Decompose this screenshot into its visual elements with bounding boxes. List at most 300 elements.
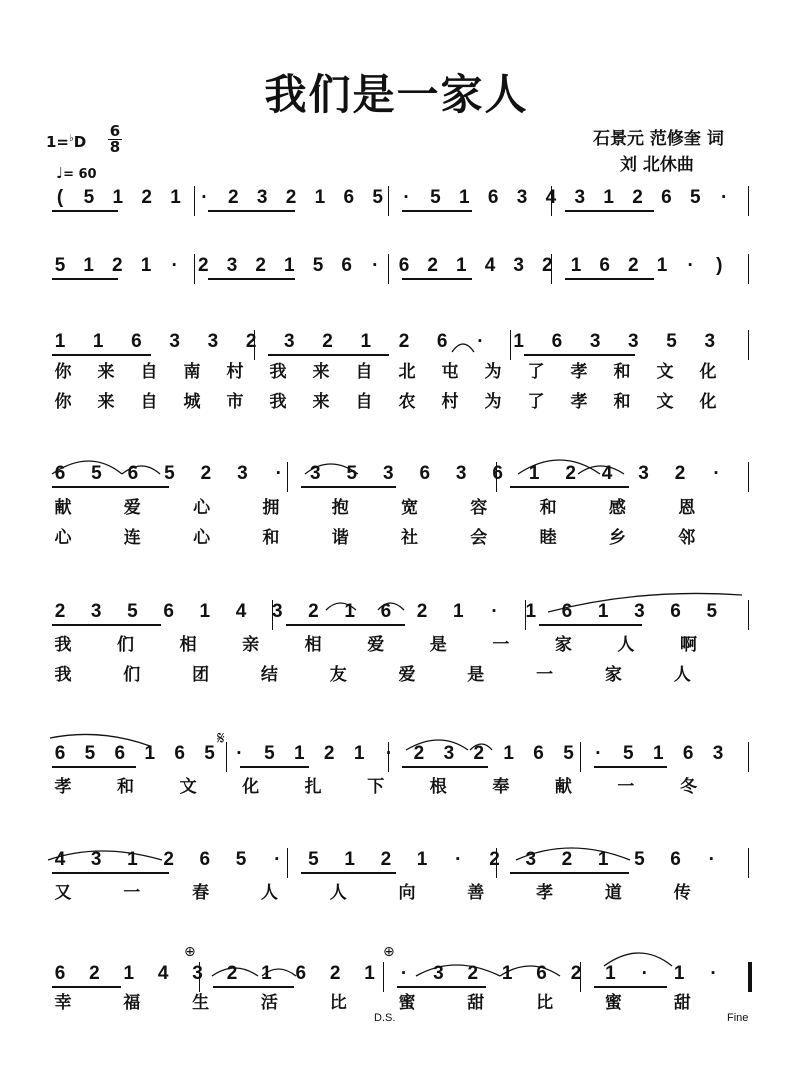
lyric-char: 为 (484, 362, 502, 382)
lyric-char: 一 (123, 883, 141, 903)
note: 2 (427, 255, 438, 276)
note: 3 (237, 463, 248, 484)
note: 3 (284, 331, 295, 352)
lyric-char: 结 (260, 665, 278, 685)
lyric-char: 甜 (467, 993, 485, 1013)
note: 1 (314, 187, 326, 208)
note: 5 (204, 743, 215, 764)
note: · (274, 849, 281, 870)
slur (122, 466, 160, 474)
lyric-char: 心 (193, 498, 211, 518)
lyric-char: 社 (401, 528, 418, 548)
note: 6 (127, 463, 139, 484)
note: 2 (570, 963, 582, 984)
note: 2 (54, 601, 66, 622)
note: 6 (54, 963, 66, 984)
note: 1 (83, 255, 94, 276)
lyric-char: 自 (140, 392, 158, 412)
note: 2 (542, 255, 553, 276)
note: 4 (545, 187, 557, 208)
note: 2 (198, 255, 209, 276)
lyric-char: 家 (604, 665, 622, 685)
note: 3 (310, 463, 321, 484)
note: · (708, 849, 715, 870)
note: 2 (163, 849, 174, 870)
lyric-char: 福 (123, 993, 141, 1013)
note: 5 (706, 601, 718, 622)
lyric-char: 和 (613, 392, 631, 412)
fine-marking: Fine (727, 1012, 749, 1024)
lyric-char: 孝 (54, 777, 72, 797)
note: 6 (398, 255, 410, 276)
note: 6 (682, 743, 694, 764)
lyric-char: 友 (329, 665, 347, 685)
note: 2 (632, 187, 643, 208)
lyric-char: 连 (123, 528, 141, 548)
note: 2 (227, 187, 239, 208)
lyric-char: 我 (269, 392, 287, 412)
note: 6 (419, 463, 431, 484)
note: 1 (605, 963, 616, 984)
note: 2 (200, 463, 212, 484)
lyric-char: 了 (527, 362, 545, 382)
note: 5 (634, 849, 645, 870)
slur (604, 953, 672, 966)
lyric-char: 南 (183, 362, 201, 382)
note: 6 (670, 849, 681, 870)
note: 1 (199, 601, 211, 622)
lyric-char: 扎 (304, 777, 322, 797)
note: 6 (436, 331, 448, 352)
slur (578, 466, 624, 474)
lyric-char: 化 (699, 392, 717, 412)
note: 6 (551, 331, 563, 352)
note: 3 (192, 963, 203, 984)
lyric-char: 亲 (242, 635, 260, 655)
note: 4 (157, 963, 169, 984)
lyric-char: 春 (192, 883, 210, 903)
note: 2 (323, 743, 335, 764)
note: 2 (226, 963, 238, 984)
note: 1 (597, 601, 609, 622)
note: · (720, 187, 728, 208)
note: 1 (656, 255, 668, 276)
note: 1 (92, 331, 104, 352)
note: 2 (380, 849, 392, 870)
note: 1 (127, 849, 138, 870)
note: 2 (565, 463, 576, 484)
note: 6 (661, 187, 672, 208)
song-title: 我们是一家人 (264, 70, 529, 119)
note: 4 (54, 849, 66, 870)
lyric-char: 睦 (539, 528, 557, 548)
note: 1 (344, 849, 355, 870)
note: · (171, 255, 178, 276)
note: 2 (89, 963, 100, 984)
lyric-char: 文 (656, 392, 674, 412)
note: 6 (54, 463, 66, 484)
note: 2 (413, 743, 425, 764)
note: 1 (597, 849, 609, 870)
lyric-char: 甜 (673, 993, 691, 1013)
note: 6 (295, 963, 307, 984)
note: 5 (623, 743, 634, 764)
lyric-char: 一 (617, 777, 635, 797)
lyric-char: 文 (179, 777, 197, 797)
flat-sign: ♭ (69, 133, 74, 144)
lyric-char: 感 (608, 498, 626, 518)
slur (406, 740, 468, 750)
lyric-char: 们 (117, 635, 135, 655)
lyric-char: 来 (97, 392, 115, 412)
note: 1 (501, 963, 513, 984)
lyric-char: 奉 (492, 777, 510, 797)
lyric-char: 北 (398, 362, 416, 382)
note: 2 (398, 331, 410, 352)
slur (326, 603, 356, 610)
note: 3 (169, 331, 180, 352)
lyric-char: 市 (226, 392, 244, 412)
lyric-char: 乡 (608, 528, 626, 548)
note: 2 (255, 255, 266, 276)
note: · (275, 463, 282, 484)
lyric-char: 来 (312, 392, 330, 412)
lyric-char: 了 (527, 392, 545, 412)
lyric-char: 农 (398, 392, 416, 412)
note: 3 (574, 187, 586, 208)
lyric-char: 村 (441, 392, 459, 412)
lyric-char: 为 (484, 392, 502, 412)
note: 6 (599, 255, 610, 276)
lyricist-credit: 石景元 范修奎 词 (593, 129, 724, 149)
note: 6 (54, 743, 66, 764)
slur (416, 965, 500, 976)
quarter-note-icon: ♩ (56, 164, 64, 182)
lyric-char: 和 (613, 362, 631, 382)
note: 1 (513, 331, 524, 352)
note: 3 (256, 187, 268, 208)
note: 1 (170, 187, 181, 208)
note: 6 (380, 601, 392, 622)
lyric-char: 献 (54, 498, 72, 518)
lyric-char: 冬 (679, 777, 697, 797)
note: 5 (308, 849, 319, 870)
lyric-char: 是 (429, 635, 447, 655)
slur (305, 464, 358, 474)
segno-icon: 𝄋 (217, 728, 225, 749)
slur (548, 593, 742, 612)
note: · (201, 187, 208, 208)
note: 3 (712, 743, 724, 764)
note: 6 (131, 331, 142, 352)
note: · (400, 963, 408, 984)
lyric-char: 心 (193, 528, 211, 548)
note: 1 (673, 963, 685, 984)
note: ( (56, 187, 64, 208)
note: 2 (561, 849, 573, 870)
key-note: D (73, 133, 87, 151)
slur (48, 851, 162, 860)
note: · (595, 743, 602, 764)
note: 1 (652, 743, 664, 764)
lyric-char: 我 (269, 362, 287, 382)
lyric-char: 人 (329, 883, 347, 903)
lyric-char: 一 (492, 635, 510, 655)
note: 3 (589, 331, 601, 352)
lyric-char: 自 (355, 392, 373, 412)
slur (52, 461, 122, 474)
note: 5 (430, 187, 441, 208)
note: 6 (533, 743, 544, 764)
composer-credit: 刘 北休曲 (620, 155, 694, 175)
note: · (491, 601, 498, 622)
lyric-char: 城 (183, 392, 201, 412)
lyric-char: 会 (470, 528, 488, 548)
lyric-char: 人 (260, 883, 278, 903)
note: 5 (372, 187, 383, 208)
note: 2 (467, 963, 479, 984)
lyric-char: 心 (54, 528, 72, 548)
note: 3 (90, 601, 102, 622)
note: 6 (174, 743, 185, 764)
lyric-char: 自 (355, 362, 373, 382)
note: 5 (83, 187, 95, 208)
note: 2 (245, 331, 257, 352)
note: 5 (84, 743, 96, 764)
note: · (710, 963, 717, 984)
lyric-char: 蜜 (398, 993, 416, 1013)
slur (518, 460, 600, 474)
note: 6 (341, 255, 352, 276)
slur (470, 744, 492, 750)
coda-icon-2: ⊕ (383, 944, 395, 960)
note: 6 (487, 187, 499, 208)
lyric-char: 你 (54, 392, 72, 412)
note: 1 (54, 331, 66, 352)
coda-icon: ⊕ (184, 944, 196, 960)
note: · (641, 963, 648, 984)
lyric-char: 比 (536, 993, 554, 1013)
lyric-char: 爱 (123, 498, 141, 518)
lyric-char: 人 (673, 665, 691, 685)
lyric-char: 相 (304, 635, 322, 655)
time-bottom: 8 (109, 138, 121, 156)
lyric-char: 下 (367, 777, 385, 797)
lyric-char: 我 (54, 635, 72, 655)
slur (452, 344, 474, 352)
note: 2 (322, 331, 333, 352)
note: 2 (329, 963, 341, 984)
lyric-char: 相 (179, 635, 197, 655)
note: · (403, 187, 410, 208)
lyric-char: 孝 (536, 883, 554, 903)
note: · (687, 255, 694, 276)
lyric-char: 文 (656, 362, 674, 382)
lyric-char: 向 (398, 883, 416, 903)
note: 1 (140, 255, 152, 276)
note: 1 (458, 187, 470, 208)
lyric-char: 我 (54, 665, 72, 685)
lyric-char: 拥 (262, 498, 280, 518)
note: 2 (473, 743, 485, 764)
key-prefix: 1= (46, 133, 70, 151)
lyric-char: 抱 (331, 498, 349, 518)
note: · (713, 463, 720, 484)
lyric-char: 善 (467, 883, 485, 903)
lyric-char: 们 (123, 665, 141, 685)
lyric-char: 家 (554, 635, 572, 655)
note: 1 (603, 187, 614, 208)
note: 1 (144, 743, 156, 764)
note: 6 (199, 849, 211, 870)
note: 3 (271, 601, 283, 622)
lyric-char: 又 (54, 883, 72, 903)
note: · (477, 331, 484, 352)
note: 3 (433, 963, 444, 984)
note: 1 (123, 963, 135, 984)
lyric-char: 幸 (54, 993, 72, 1013)
slur (50, 734, 150, 746)
note: 5 (54, 255, 66, 276)
lyric-char: 来 (312, 362, 330, 382)
note: 1 (456, 255, 467, 276)
lyric-char: 传 (673, 883, 691, 903)
tempo-value: = 60 (63, 167, 97, 182)
note: 5 (264, 743, 275, 764)
lyric-char: 化 (242, 777, 260, 797)
note: 6 (561, 601, 573, 622)
note: 6 (670, 601, 681, 622)
note: 1 (294, 743, 305, 764)
lyric-char: 恩 (678, 498, 696, 518)
lyric-char: 生 (192, 993, 210, 1013)
note: 5 (689, 187, 701, 208)
slur (516, 848, 630, 860)
note: 3 (628, 331, 639, 352)
lyric-char: 蜜 (604, 993, 622, 1013)
lyric-char: 和 (539, 498, 557, 518)
note: · (372, 255, 379, 276)
note: 2 (674, 463, 686, 484)
note: 2 (308, 601, 319, 622)
note: 3 (513, 255, 524, 276)
note: · (385, 743, 393, 764)
lyric-char: 献 (554, 777, 572, 797)
lyric-char: 人 (617, 635, 635, 655)
note: 3 (634, 601, 645, 622)
note: 3 (704, 331, 716, 352)
note: 1 (503, 743, 514, 764)
lyric-char: 谐 (331, 528, 349, 548)
note: 1 (344, 601, 355, 622)
note: 4 (484, 255, 496, 276)
note: 4 (601, 463, 613, 484)
note: 2 (112, 255, 123, 276)
lyric-char: 比 (329, 993, 347, 1013)
lyric-char: 你 (54, 362, 72, 382)
note: 5 (127, 601, 138, 622)
note: ) (716, 255, 723, 276)
lyric-char: 化 (699, 362, 717, 382)
lyric-char: 容 (470, 498, 488, 518)
note: 1 (353, 743, 365, 764)
lyric-char: 啊 (679, 635, 697, 655)
note: 6 (163, 601, 174, 622)
note: 2 (285, 187, 297, 208)
note: 1 (284, 255, 295, 276)
lyric-char: 和 (117, 777, 135, 797)
note: 5 (164, 463, 175, 484)
lyric-char: 根 (429, 777, 447, 797)
lyric-char: 爱 (398, 665, 416, 685)
note: · (236, 743, 243, 764)
lyric-char: 自 (140, 362, 158, 382)
lyric-char: 村 (226, 362, 244, 382)
note: 5 (91, 463, 102, 484)
note: 4 (235, 601, 247, 622)
note: 6 (114, 743, 126, 764)
lyric-char: 孝 (570, 362, 588, 382)
lyric-char: 孝 (570, 392, 588, 412)
note: 3 (207, 331, 219, 352)
lyric-char: 和 (262, 528, 280, 548)
note: 1 (528, 463, 540, 484)
slur (262, 969, 296, 976)
lyric-char: 一 (536, 665, 554, 685)
lyric-char: 屯 (441, 362, 459, 382)
lyric-char: 活 (260, 993, 278, 1013)
note: 3 (455, 463, 467, 484)
note: 6 (536, 963, 547, 984)
note: 2 (628, 255, 639, 276)
lyric-char: 是 (467, 665, 485, 685)
lyric-char: 团 (192, 665, 210, 685)
note: 3 (638, 463, 649, 484)
note: 1 (261, 963, 272, 984)
note: 3 (90, 849, 102, 870)
note: 2 (141, 187, 152, 208)
note: 3 (226, 255, 238, 276)
note: · (455, 849, 462, 870)
note: 2 (489, 849, 500, 870)
note: 1 (453, 601, 464, 622)
note: 5 (235, 849, 247, 870)
note: 1 (112, 187, 124, 208)
note: 5 (346, 463, 358, 484)
note: 2 (416, 601, 428, 622)
note: 1 (570, 255, 582, 276)
slur (500, 966, 560, 976)
lyric-char: 来 (97, 362, 115, 382)
note: 6 (492, 463, 503, 484)
note: 1 (364, 963, 375, 984)
note: 5 (312, 255, 324, 276)
note: 1 (416, 849, 428, 870)
lyric-char: 邻 (678, 528, 696, 548)
ds-marking: D.S. (374, 1012, 396, 1024)
note: 1 (360, 331, 372, 352)
note: 1 (525, 601, 537, 622)
lyric-char: 宽 (401, 498, 418, 518)
slur (378, 603, 404, 610)
slur (212, 968, 258, 976)
time-top: 6 (109, 122, 121, 140)
note: 5 (666, 331, 677, 352)
note: 3 (443, 743, 455, 764)
note: 6 (343, 187, 355, 208)
note: 3 (382, 463, 394, 484)
note: 5 (563, 743, 574, 764)
